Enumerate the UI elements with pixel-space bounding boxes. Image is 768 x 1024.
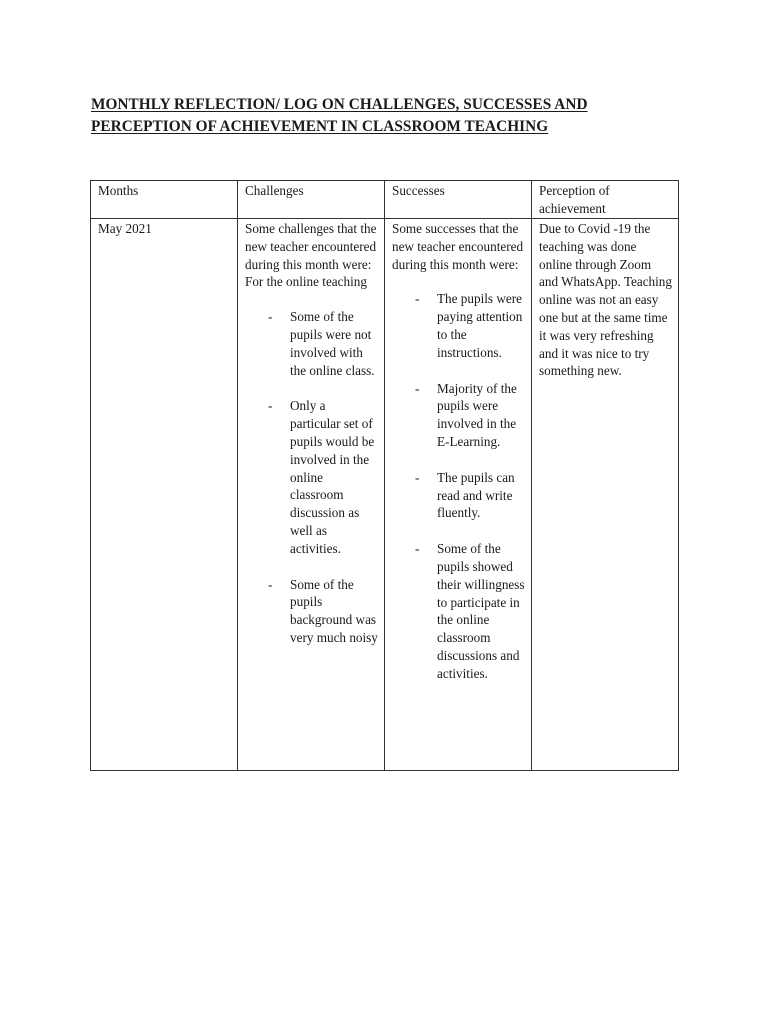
document-title-line-2: PERCEPTION OF ACHIEVEMENT IN CLASSROOM TEACHING — [91, 118, 549, 135]
cell-challenges — [238, 219, 385, 771]
list-item: - Some of the pupils were not involved with the online class. — [290, 308, 378, 379]
cell-perception: Due to Covid -19 the teaching was done online through Zoom and WhatsApp. Teaching online was not an easy one but at the same time it was very refreshing and it was nice to try something new. — [532, 219, 679, 771]
challenges-intro: Some challenges that the new teacher encountered during this month were: — [245, 221, 377, 272]
list-item: - The pupils can read and write fluently. — [437, 469, 525, 522]
challenges-list — [245, 308, 378, 647]
list-item: - Only a particular set of pupils would be involved in the online classroom discussion as well as activities. — [290, 397, 378, 557]
document-title-line-1: MONTHLY REFLECTION/ LOG ON CHALLENGES, SUCCESSES AND — [91, 96, 588, 113]
header-perception: Perception of achievement — [532, 181, 679, 219]
reflection-log-table — [90, 180, 679, 771]
header-challenges: Challenges — [238, 181, 385, 219]
list-item: - The pupils were paying attention to the instructions. — [437, 290, 525, 361]
list-item: - Majority of the pupils were involved in the E-Learning. — [437, 380, 525, 451]
table-header-row — [91, 181, 679, 219]
successes-intro: Some successes that the new teacher encountered during this month were: — [392, 221, 524, 272]
successes-list — [392, 290, 525, 682]
cell-successes — [385, 219, 532, 771]
list-item: - Some of the pupils showed their willingness to participate in the online classroom discussions and activities. — [437, 540, 525, 682]
header-successes: Successes — [385, 181, 532, 219]
list-item: - Some of the pupils background was very much noisy — [290, 576, 378, 647]
document-title — [91, 94, 711, 138]
header-months: Months — [91, 181, 238, 219]
cell-month: May 2021 — [91, 219, 238, 771]
table-row — [91, 219, 679, 771]
challenges-subheading: For the online teaching — [245, 274, 367, 290]
